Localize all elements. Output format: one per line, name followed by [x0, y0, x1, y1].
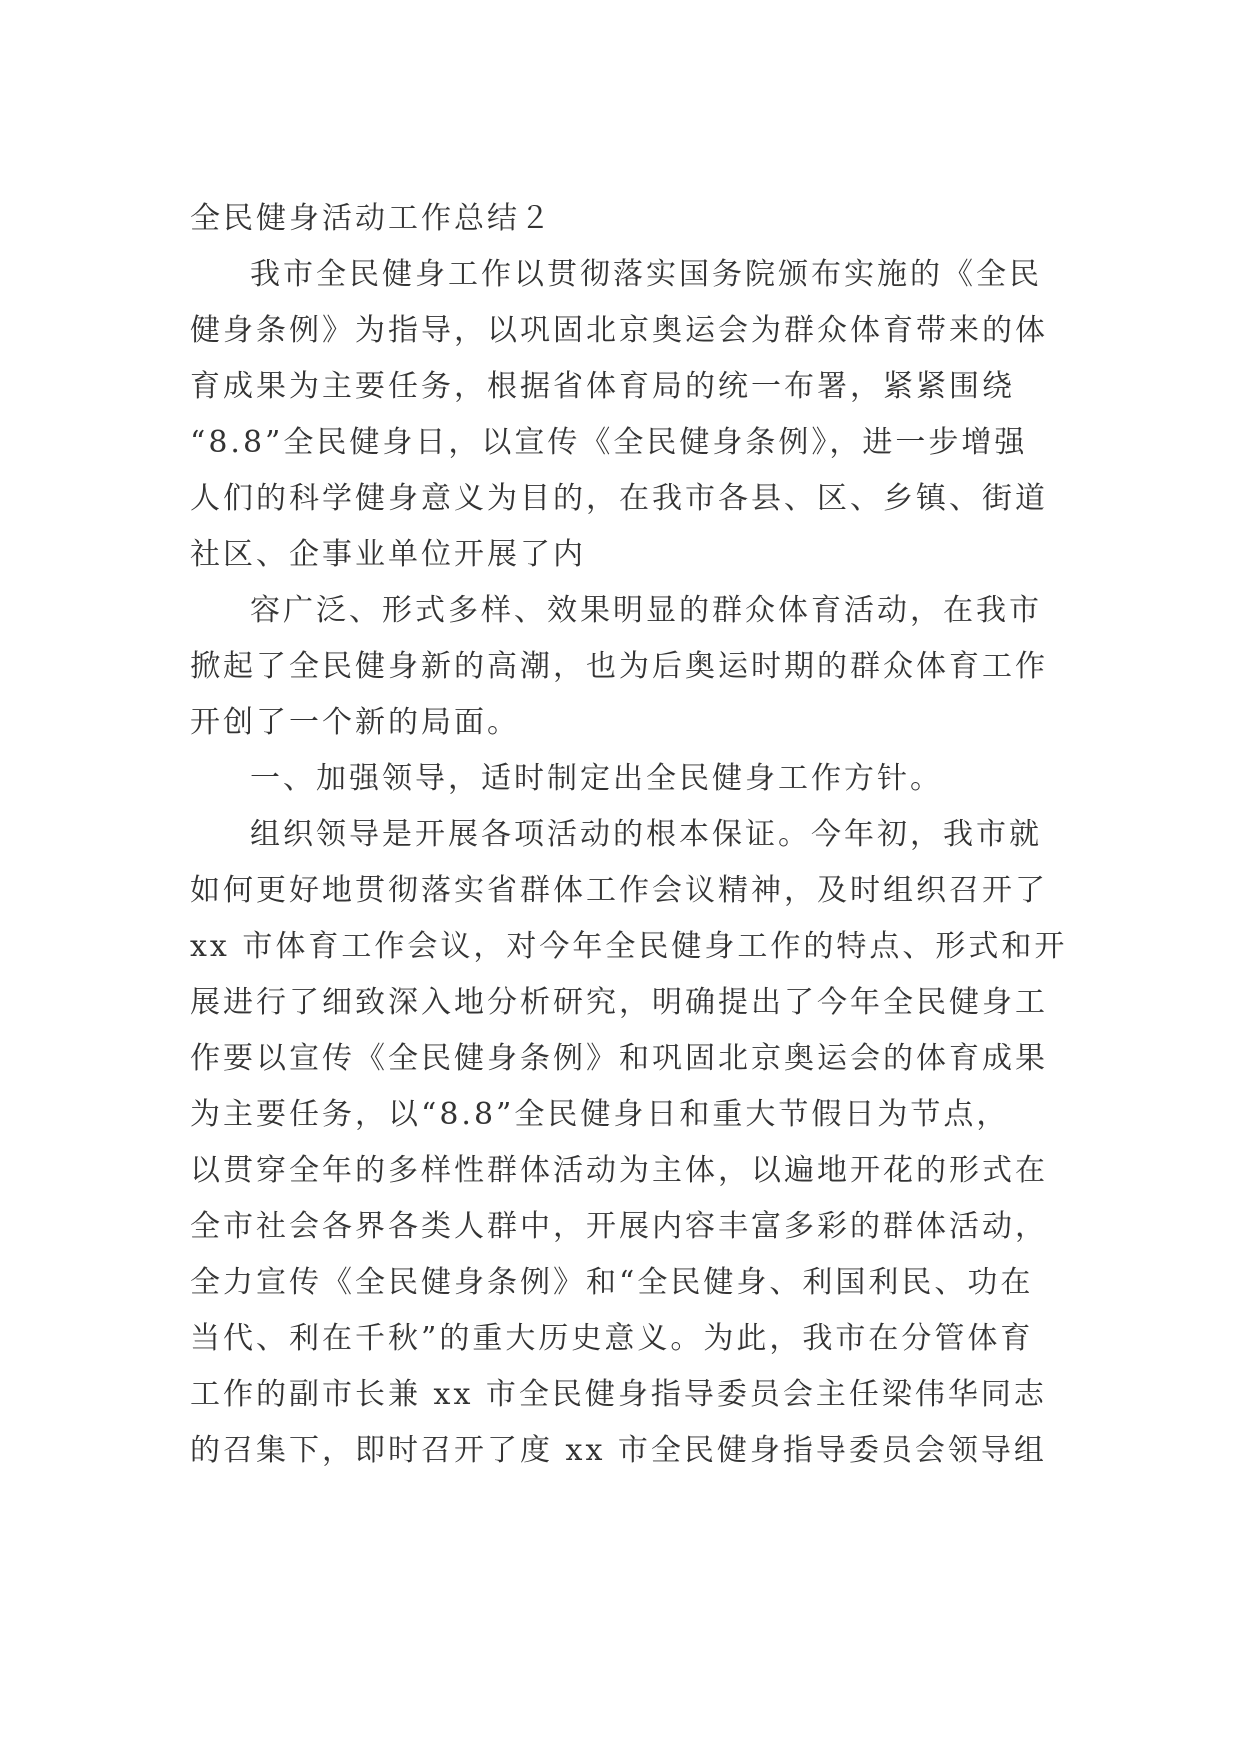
- paragraph-line: 的召集下，即时召开了度 xx 市全民健身指导委员会领导组: [190, 1433, 1047, 1468]
- paragraph-line: 作要以宣传《全民健身条例》和巩固北京奥运会的体育成果: [190, 1041, 1048, 1076]
- paragraph-line: 社区、企事业单位开展了内: [190, 537, 586, 572]
- paragraph-line: “8.8”全民健身日，以宣传《全民健身条例》，进一步增强: [190, 425, 1028, 460]
- paragraph-line: 全市社会各界各类人群中，开展内容丰富多彩的群体活动，: [190, 1209, 1048, 1244]
- paragraph-line: 工作的副市长兼 xx 市全民健身指导委员会主任梁伟华同志: [190, 1377, 1047, 1412]
- paragraph-line: 展进行了细致深入地分析研究，明确提出了今年全民健身工: [190, 985, 1048, 1020]
- paragraph-line: 人们的科学健身意义为目的，在我市各县、区、乡镇、街道: [190, 481, 1048, 516]
- paragraph-line: 组织领导是开展各项活动的根本保证。今年初，我市就: [250, 817, 1042, 852]
- paragraph-line: 以贯穿全年的多样性群体活动为主体，以遍地开花的形式在: [190, 1153, 1048, 1188]
- paragraph-line: 容广泛、形式多样、效果明显的群众体育活动，在我市: [250, 593, 1042, 628]
- document-title: 全民健身活动工作总结２: [190, 201, 553, 236]
- paragraph-line: 健身条例》为指导，以巩固北京奥运会为群众体育带来的体: [190, 313, 1048, 348]
- paragraph-line: 当代、利在千秋”的重大历史意义。为此，我市在分管体育: [190, 1321, 1034, 1356]
- paragraph-line: xx 市体育工作会议，对今年全民健身工作的特点、形式和开: [190, 929, 1068, 964]
- paragraph-line: 我市全民健身工作以贯彻落实国务院颁布实施的《全民: [250, 257, 1042, 292]
- paragraph-line: 全力宣传《全民健身条例》和“全民健身、利国利民、功在: [190, 1265, 1034, 1300]
- paragraph-line: 育成果为主要任务，根据省体育局的统一布署，紧紧围绕: [190, 369, 1015, 404]
- paragraph-line: 如何更好地贯彻落实省群体工作会议精神，及时组织召开了: [190, 873, 1048, 908]
- section-heading: 一、加强领导，适时制定出全民健身工作方针。: [250, 761, 943, 796]
- paragraph-line: 为主要任务，以“8.8”全民健身日和重大节假日为节点，: [190, 1097, 1010, 1132]
- paragraph-line: 开创了一个新的局面。: [190, 705, 520, 740]
- paragraph-line: 掀起了全民健身新的高潮，也为后奥运时期的群众体育工作: [190, 649, 1048, 684]
